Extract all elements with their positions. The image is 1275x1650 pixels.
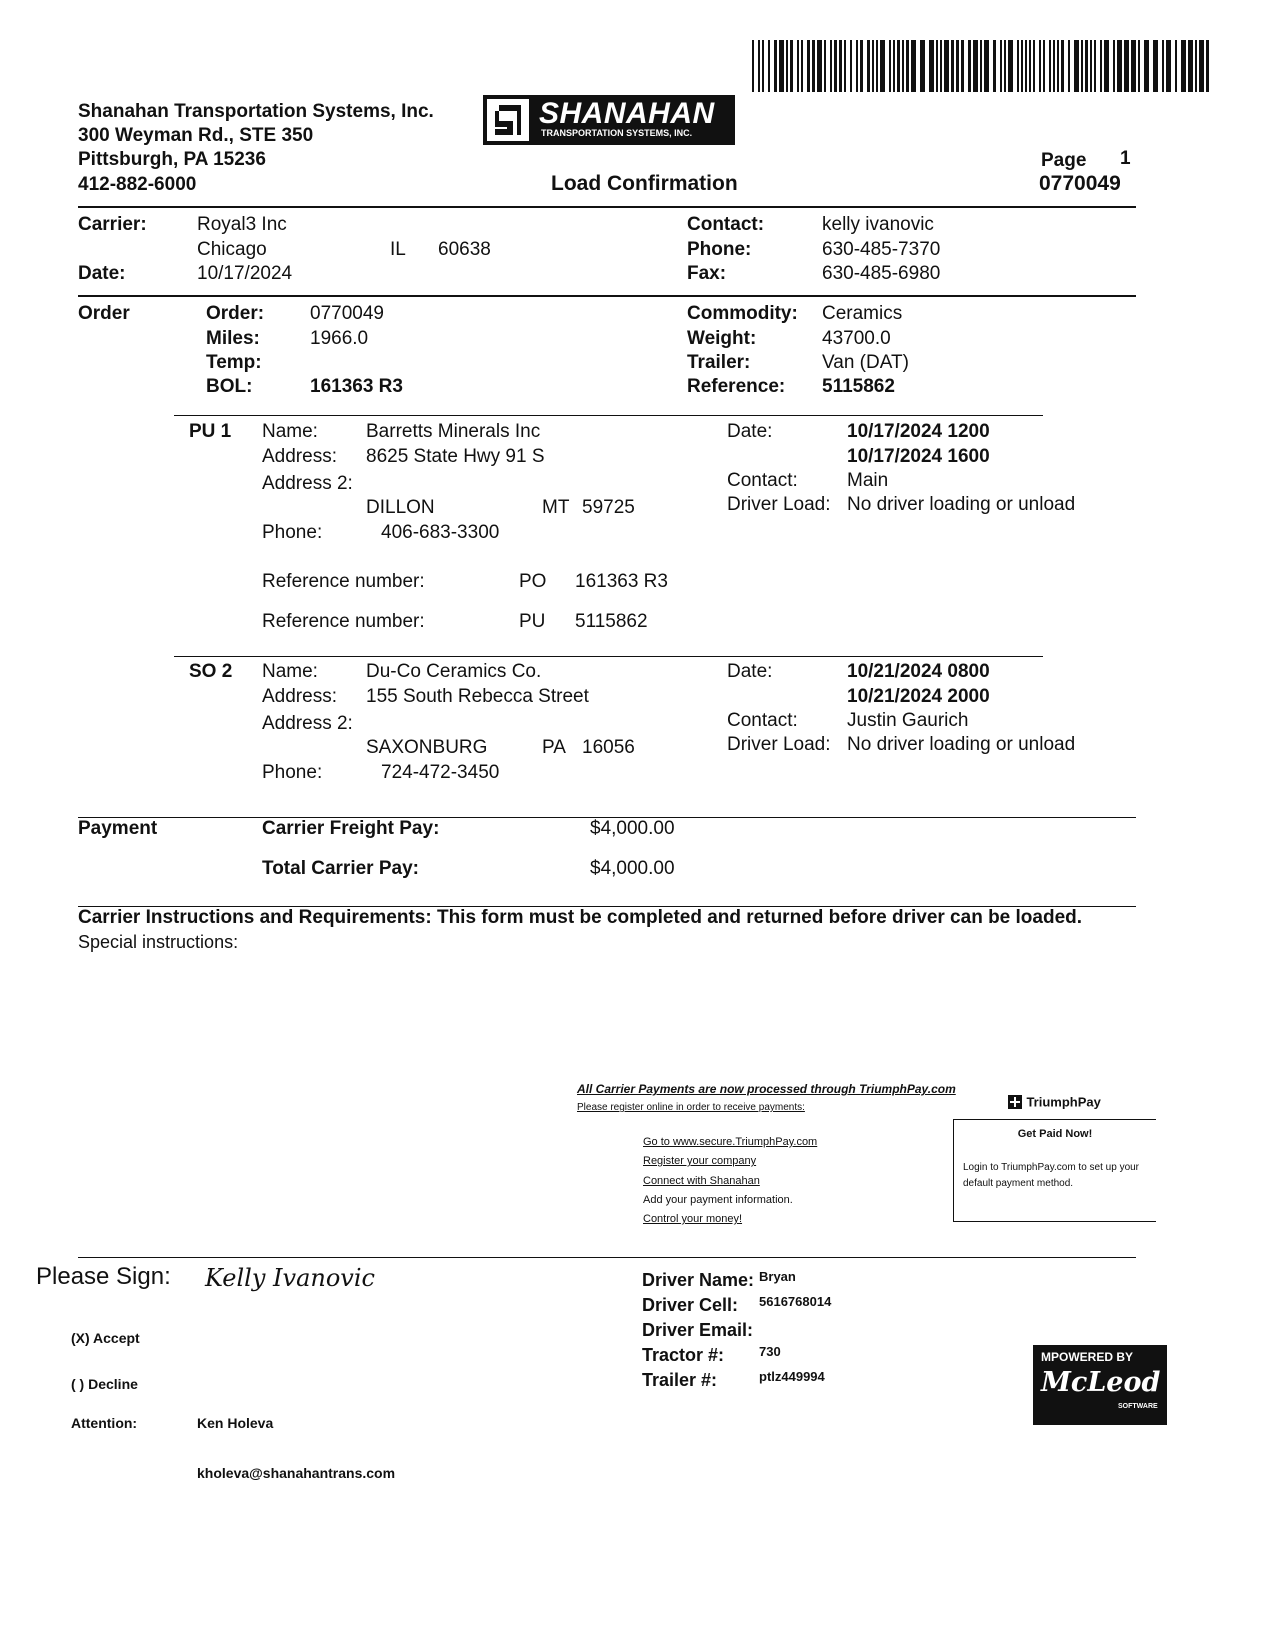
shanahan-logo-mark	[487, 99, 529, 141]
fax-label: Fax:	[687, 263, 727, 284]
triumphpay-icon	[1008, 1095, 1022, 1109]
freight-pay-value: $4,000.00	[590, 818, 675, 839]
barcode-bar	[860, 40, 863, 92]
barcode-bar	[812, 40, 815, 92]
driver-cell-label: Driver Cell:	[642, 1295, 739, 1315]
attention-label: Attention:	[71, 1415, 138, 1431]
stop1-ref2-value: 5115862	[575, 611, 648, 632]
driver-name: Bryan	[759, 1269, 796, 1284]
barcode-bar	[1053, 40, 1055, 92]
divider	[174, 656, 1043, 657]
barcode-bar	[1104, 40, 1109, 92]
barcode-bar	[1074, 40, 1079, 92]
barcode-graphic	[752, 40, 1212, 92]
temp-label: Temp:	[206, 352, 262, 373]
company-address2: Pittsburgh, PA 15236	[78, 149, 266, 170]
triumphpay-brand: TriumphPay	[1026, 1094, 1101, 1110]
carrier-zip: 60638	[438, 239, 491, 260]
barcode-bar	[786, 40, 788, 92]
stop2-name: Du-Co Ceramics Co.	[366, 661, 542, 682]
barcode-bar	[1181, 40, 1186, 92]
barcode-bar	[893, 40, 895, 92]
shanahan-logo	[483, 95, 735, 145]
order-value: 0770049	[310, 303, 384, 324]
stop1-ref2-type: PU	[519, 611, 546, 632]
stop1-contact: Main	[847, 470, 889, 491]
barcode-bar	[940, 40, 942, 92]
get-paid-title: Get Paid Now!	[1017, 1128, 1093, 1140]
divider	[78, 206, 1136, 208]
triumph-subline: Please register online in order to receive payments:	[577, 1102, 805, 1113]
stop1-city: DILLON	[366, 497, 435, 518]
stop2-phone: 724-472-3450	[381, 762, 500, 783]
trailer-number: ptlz449994	[759, 1369, 825, 1384]
mcleod-line2: McLeod	[1041, 1367, 1161, 1398]
barcode-bar	[993, 40, 996, 92]
order-section-label: Order	[78, 303, 130, 324]
barcode-bar	[1017, 40, 1019, 92]
driver-email-label: Driver Email:	[642, 1320, 754, 1340]
stop2-phone-label: Phone:	[262, 762, 323, 783]
carrier-date-label: Date:	[78, 263, 126, 284]
barcode-bar	[951, 40, 954, 92]
get-paid-box	[953, 1119, 1156, 1222]
barcode-bar	[834, 40, 837, 92]
document-title: Load Confirmation	[551, 172, 738, 195]
stop1-driver-load-label: Driver Load:	[727, 494, 831, 515]
barcode-bar	[1021, 40, 1023, 92]
barcode-bar	[872, 40, 874, 92]
divider	[174, 415, 1043, 416]
barcode-bar	[1144, 40, 1149, 92]
logo-text: SHANAHAN	[539, 97, 715, 130]
bol-value: 161363 R3	[310, 376, 403, 397]
trailer-value: Van (DAT)	[822, 352, 909, 373]
barcode-bar	[1094, 40, 1096, 92]
stop1-phone: 406-683-3300	[381, 522, 500, 543]
accept-option[interactable]: (X) Accept	[71, 1330, 140, 1346]
weight-label: Weight:	[687, 328, 757, 349]
stop2-contact: Justin Gaurich	[847, 710, 969, 731]
stop1-address: 8625 State Hwy 91 S	[366, 446, 545, 467]
barcode-bar	[1090, 40, 1092, 92]
stop1-date-label: Date:	[727, 421, 773, 442]
barcode-bar	[1175, 40, 1177, 92]
barcode-bar	[801, 40, 803, 92]
barcode-bar	[807, 40, 810, 92]
barcode-bar	[1131, 40, 1136, 92]
barcode-bar	[824, 40, 826, 92]
carrier-label: Carrier:	[78, 214, 147, 235]
stop1-label: PU 1	[189, 421, 232, 442]
stop2-name-label: Name:	[262, 661, 318, 682]
tractor-value: 730	[759, 1344, 781, 1359]
order-label: Order:	[206, 303, 265, 324]
stop2-driver-load: No driver loading or unload	[847, 734, 1076, 755]
trailer-label: Trailer:	[687, 352, 751, 373]
carrier-name: Royal3 Inc	[197, 214, 287, 235]
barcode-bar	[902, 40, 904, 92]
triumph-step-3[interactable]: Connect with Shanahan	[643, 1175, 760, 1187]
barcode-bar	[980, 40, 982, 92]
special-instructions-label: Special instructions:	[78, 932, 239, 952]
barcode-bar	[1057, 40, 1059, 92]
barcode-bar	[1113, 40, 1115, 92]
mcleod-line1: MPOWERED BY	[1041, 1350, 1134, 1364]
carrier-city: Chicago	[197, 239, 267, 260]
stop2-driver-load-label: Driver Load:	[727, 734, 831, 755]
bol-label: BOL:	[206, 376, 253, 397]
barcode-bar	[839, 40, 842, 92]
barcode-bar	[1188, 40, 1193, 92]
tractor-label: Tractor #:	[642, 1345, 725, 1365]
barcode-bar	[1039, 40, 1041, 92]
barcode-bar	[1049, 40, 1051, 92]
triumph-step-4: Add your payment information.	[643, 1194, 793, 1206]
barcode	[752, 40, 1212, 92]
stop1-phone-label: Phone:	[262, 522, 323, 543]
barcode-bar	[1162, 40, 1164, 92]
barcode-bar	[867, 40, 870, 92]
barcode-bar	[920, 40, 925, 92]
barcode-bar	[1085, 40, 1088, 92]
barcode-bar	[929, 40, 934, 92]
barcode-bar	[1153, 40, 1158, 92]
barcode-bar	[889, 40, 891, 92]
stop2-address-label: Address:	[262, 686, 337, 707]
triumph-headline: All Carrier Payments are now processed through TriumphPay.com	[577, 1082, 956, 1096]
barcode-bar	[830, 40, 832, 92]
barcode-bar	[817, 40, 822, 92]
divider	[78, 1257, 1136, 1258]
driver-cell: 5616768014	[759, 1294, 832, 1309]
barcode-bar	[1033, 40, 1035, 92]
barcode-bar	[961, 40, 964, 92]
barcode-bar	[1029, 40, 1031, 92]
barcode-bar	[956, 40, 959, 92]
commodity-value: Ceramics	[822, 303, 903, 324]
company-name: Shanahan Transportation Systems, Inc.	[78, 101, 434, 122]
total-pay-value: $4,000.00	[590, 858, 675, 879]
fax-value: 630-485-6980	[822, 263, 941, 284]
barcode-bar	[752, 40, 754, 92]
barcode-bar	[790, 40, 793, 92]
please-sign-label: Please Sign:	[36, 1263, 171, 1290]
contact-label: Contact:	[687, 214, 765, 235]
stop1-date2: 10/17/2024 1600	[847, 446, 990, 467]
barcode-bar	[906, 40, 909, 92]
freight-pay-label: Carrier Freight Pay:	[262, 818, 440, 839]
attention-value: Ken Holeva	[197, 1415, 274, 1431]
barcode-bar	[1124, 40, 1129, 92]
barcode-bar	[1004, 40, 1006, 92]
page-number: 1	[1120, 148, 1131, 169]
barcode-bar	[758, 40, 760, 92]
stop2-date-label: Date:	[727, 661, 773, 682]
barcode-bar	[973, 40, 978, 92]
stop1-ref1-value: 161363 R3	[575, 571, 668, 592]
get-paid-text: Login to TriumphPay.com to set up your default payment method.	[963, 1162, 1140, 1189]
stop1-driver-load: No driver loading or unload	[847, 494, 1076, 515]
stop2-address: 155 South Rebecca Street	[366, 686, 589, 707]
reference-label: Reference:	[687, 376, 786, 397]
phone-value: 630-485-7370	[822, 239, 941, 260]
barcode-bar	[876, 40, 878, 92]
triumph-step-1[interactable]: Go to www.secure.TriumphPay.com	[643, 1136, 818, 1148]
attention-email[interactable]: kholeva@shanahantrans.com	[197, 1465, 396, 1481]
barcode-bar	[968, 40, 971, 92]
barcode-bar	[856, 40, 858, 92]
barcode-bar	[850, 40, 852, 92]
stop1-address2-label: Address 2:	[262, 473, 353, 494]
barcode-bar	[1081, 40, 1083, 92]
barcode-bar	[797, 40, 799, 92]
stop2-state: PA	[542, 737, 566, 758]
miles-value: 1966.0	[310, 328, 369, 349]
stop1-address-label: Address:	[262, 446, 337, 467]
barcode-bar	[1166, 40, 1171, 92]
barcode-bar	[1068, 40, 1070, 92]
stop1-zip: 59725	[582, 497, 635, 518]
barcode-bar	[880, 40, 885, 92]
barcode-bar	[911, 40, 916, 92]
divider	[78, 295, 1136, 297]
carrier-date: 10/17/2024	[197, 263, 293, 284]
stop1-ref2-label: Reference number:	[262, 611, 425, 632]
barcode-bar	[1206, 40, 1209, 92]
carrier-state: IL	[390, 239, 406, 260]
barcode-bar	[1061, 40, 1064, 92]
barcode-bar	[779, 40, 784, 92]
stop1-name-label: Name:	[262, 421, 318, 442]
contact-value: kelly ivanovic	[822, 214, 934, 235]
barcode-bar	[762, 40, 764, 92]
barcode-bar	[1117, 40, 1122, 92]
triumphpay-logo	[1008, 1093, 1101, 1111]
barcode-bar	[1138, 40, 1140, 92]
payment-section-label: Payment	[78, 818, 158, 839]
triumph-step-5[interactable]: Control your money!	[643, 1213, 743, 1225]
total-pay-label: Total Carrier Pay:	[262, 858, 419, 879]
stop2-city: SAXONBURG	[366, 737, 488, 758]
triumph-step-2[interactable]: Register your company	[643, 1155, 757, 1167]
stop1-name: Barretts Minerals Inc	[366, 421, 541, 442]
stop1-ref1-type: PO	[519, 571, 547, 592]
stop1-ref1-label: Reference number:	[262, 571, 425, 592]
barcode-bar	[984, 40, 989, 92]
barcode-bar	[1008, 40, 1013, 92]
stop2-date2: 10/21/2024 2000	[847, 686, 990, 707]
logo-subtext: TRANSPORTATION SYSTEMS, INC.	[541, 128, 693, 138]
driver-name-label: Driver Name:	[642, 1270, 755, 1290]
stop1-state: MT	[542, 497, 570, 518]
stop2-address2-label: Address 2:	[262, 713, 353, 734]
barcode-bar	[1043, 40, 1045, 92]
barcode-bar	[774, 40, 777, 92]
mcleod-logo	[1033, 1345, 1167, 1425]
decline-option[interactable]: ( ) Decline	[71, 1376, 138, 1392]
instructions-heading: Carrier Instructions and Requirements: This form must be completed and returned before driver can be loaded.	[78, 907, 1083, 928]
barcode-bar	[1100, 40, 1102, 92]
stop1-contact-label: Contact:	[727, 470, 798, 491]
logo-s-icon	[487, 99, 529, 141]
barcode-bar	[1199, 40, 1204, 92]
barcode-bar	[1195, 40, 1197, 92]
barcode-bar	[1000, 40, 1002, 92]
barcode-bar	[944, 40, 949, 92]
stop2-date1: 10/21/2024 0800	[847, 661, 990, 682]
header-order-number: 0770049	[1039, 172, 1121, 195]
trailer-number-label: Trailer #:	[642, 1370, 718, 1390]
barcode-bar	[936, 40, 938, 92]
reference-value: 5115862	[822, 376, 895, 397]
stop2-label: SO 2	[189, 661, 233, 682]
company-phone: 412-882-6000	[78, 174, 197, 195]
stop1-date1: 10/17/2024 1200	[847, 421, 990, 442]
barcode-bar	[768, 40, 770, 92]
weight-value: 43700.0	[822, 328, 891, 349]
commodity-label: Commodity:	[687, 303, 798, 324]
company-address1: 300 Weyman Rd., STE 350	[78, 125, 314, 146]
phone-label: Phone:	[687, 239, 752, 260]
page-label: Page	[1041, 150, 1087, 171]
mcleod-line3: SOFTWARE	[1118, 1403, 1158, 1410]
stop2-contact-label: Contact:	[727, 710, 798, 731]
signature: Kelly Ivanovic	[205, 1264, 375, 1292]
barcode-bar	[844, 40, 846, 92]
barcode-bar	[897, 40, 900, 92]
stop2-zip: 16056	[582, 737, 635, 758]
miles-label: Miles:	[206, 328, 260, 349]
barcode-bar	[1025, 40, 1027, 92]
